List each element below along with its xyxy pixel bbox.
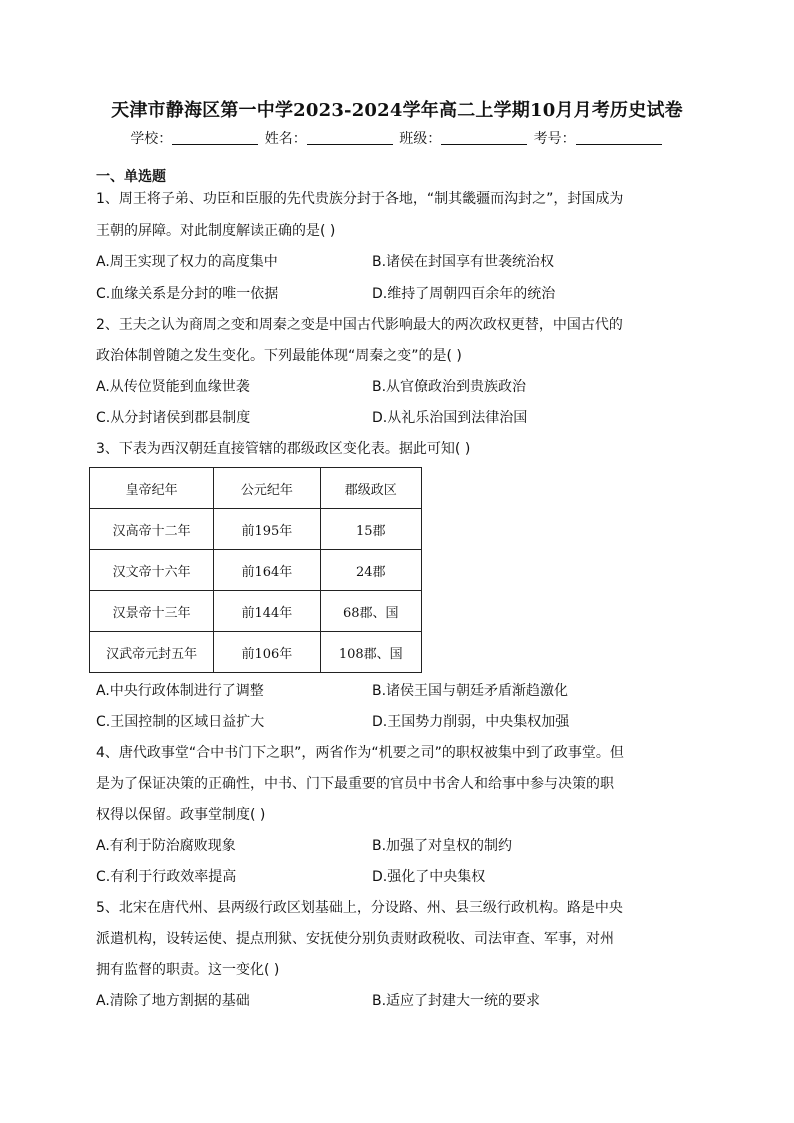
- question-2-option-c: C.从分封诸侯到郡县制度: [96, 410, 251, 426]
- question-4-option-d: D.强化了中央集权: [372, 869, 486, 885]
- prefecture-table: [89, 467, 422, 673]
- question-5-option-b: B.适应了封建大一统的要求: [372, 993, 541, 1009]
- question-2-option-d: D.从礼乐治国到法律治国: [372, 410, 528, 426]
- school-blank: [172, 130, 258, 145]
- name-label: 姓名：: [264, 131, 307, 147]
- section-heading: 一、单选题: [96, 169, 166, 185]
- table-cell: 前164年: [214, 550, 320, 591]
- table-row: [90, 632, 422, 673]
- table-cell: 24郡: [320, 550, 421, 591]
- class-blank: [441, 130, 527, 145]
- question-2-stem-line: 政治体制曾随之发生变化。下列最能体现“周秦之变”的是( ): [96, 348, 462, 364]
- class-label: 班级：: [399, 131, 442, 147]
- name-blank: [307, 130, 393, 145]
- question-1-stem-line: 王朝的屏障。对此制度解读正确的是( ): [96, 223, 336, 239]
- exam-number-blank: [576, 130, 662, 145]
- question-1-option-a: A.周王实现了权力的高度集中: [96, 254, 278, 270]
- school-label: 学校：: [130, 131, 173, 147]
- question-1-option-d: D.维持了周朝四百余年的统治: [372, 286, 556, 302]
- table-cell: 汉武帝元封五年: [90, 632, 214, 673]
- exam-title: 天津市静海区第一中学2023-2024学年高二上学期10月月考历史试卷: [111, 100, 683, 121]
- table-header-cell: 公元纪年: [214, 468, 320, 509]
- question-3-option-b: B.诸侯王国与朝廷矛盾渐趋激化: [372, 683, 569, 699]
- table-row: [90, 591, 422, 632]
- table-cell: 108郡、国: [320, 632, 421, 673]
- table-header-row: [90, 468, 422, 509]
- question-3-stem-line: 3、下表为西汉朝廷直接管辖的郡级政区变化表。据此可知( ): [96, 441, 471, 457]
- exam-number-label: 考号：: [533, 131, 576, 147]
- question-5-option-a: A.清除了地方割据的基础: [96, 993, 250, 1009]
- question-1-option-c: C.血缘关系是分封的唯一依据: [96, 286, 279, 302]
- question-5-stem-line: 5、北宋在唐代州、县两级行政区划基础上，分设路、州、县三级行政机构。路是中央: [96, 900, 623, 916]
- question-2-option-b: B.从官僚政治到贵族政治: [372, 379, 527, 395]
- table-cell: 汉高帝十二年: [90, 509, 214, 550]
- question-4-option-b: B.加强了对皇权的制约: [372, 838, 513, 854]
- question-2-stem-line: 2、王夫之认为商周之变和周秦之变是中国古代影响最大的两次政权更替，中国古代的: [96, 317, 623, 333]
- table-row: [90, 550, 422, 591]
- question-4-option-c: C.有利于行政效率提高: [96, 869, 237, 885]
- question-5-stem-line: 拥有监督的职责。这一变化( ): [96, 962, 280, 978]
- question-1-stem-line: 1、周王将子弟、功臣和臣服的先代贵族分封于各地，“制其畿疆而沟封之”，封国成为: [96, 191, 624, 207]
- table-cell: 汉景帝十三年: [90, 591, 214, 632]
- table-row: [90, 509, 422, 550]
- question-4-stem-line: 是为了保证决策的正确性，中书、门下最重要的官员中书舍人和给事中参与决策的职: [96, 776, 614, 792]
- question-5-stem-line: 派遣机构，设转运使、提点刑狱、安抚使分别负责财政税收、司法审查、军事，对州: [96, 931, 614, 947]
- table-cell: 前195年: [214, 509, 320, 550]
- question-2-option-a: A.从传位贤能到血缘世袭: [96, 379, 250, 395]
- question-4-stem-line: 权得以保留。政事堂制度( ): [96, 807, 266, 823]
- table-header-cell: 皇帝纪年: [90, 468, 214, 509]
- table-cell: 15郡: [320, 509, 421, 550]
- question-4-stem-line: 4、唐代政事堂“合中书门下之职”，两省作为“机要之司”的职权被集中到了政事堂。但: [96, 745, 624, 761]
- question-1-option-b: B.诸侯在封国享有世袭统治权: [372, 254, 555, 270]
- question-3-option-a: A.中央行政体制进行了调整: [96, 683, 264, 699]
- question-4-option-a: A.有利于防治腐败现象: [96, 838, 236, 854]
- table-cell: 68郡、国: [320, 591, 421, 632]
- table-header-cell: 郡级政区: [320, 468, 421, 509]
- table-cell: 前144年: [214, 591, 320, 632]
- question-3-option-c: C.王国控制的区域日益扩大: [96, 714, 265, 730]
- table-cell: 前106年: [214, 632, 320, 673]
- table-cell: 汉文帝十六年: [90, 550, 214, 591]
- question-3-option-d: D.王国势力削弱，中央集权加强: [372, 714, 570, 730]
- student-info-line: [0, 128, 794, 148]
